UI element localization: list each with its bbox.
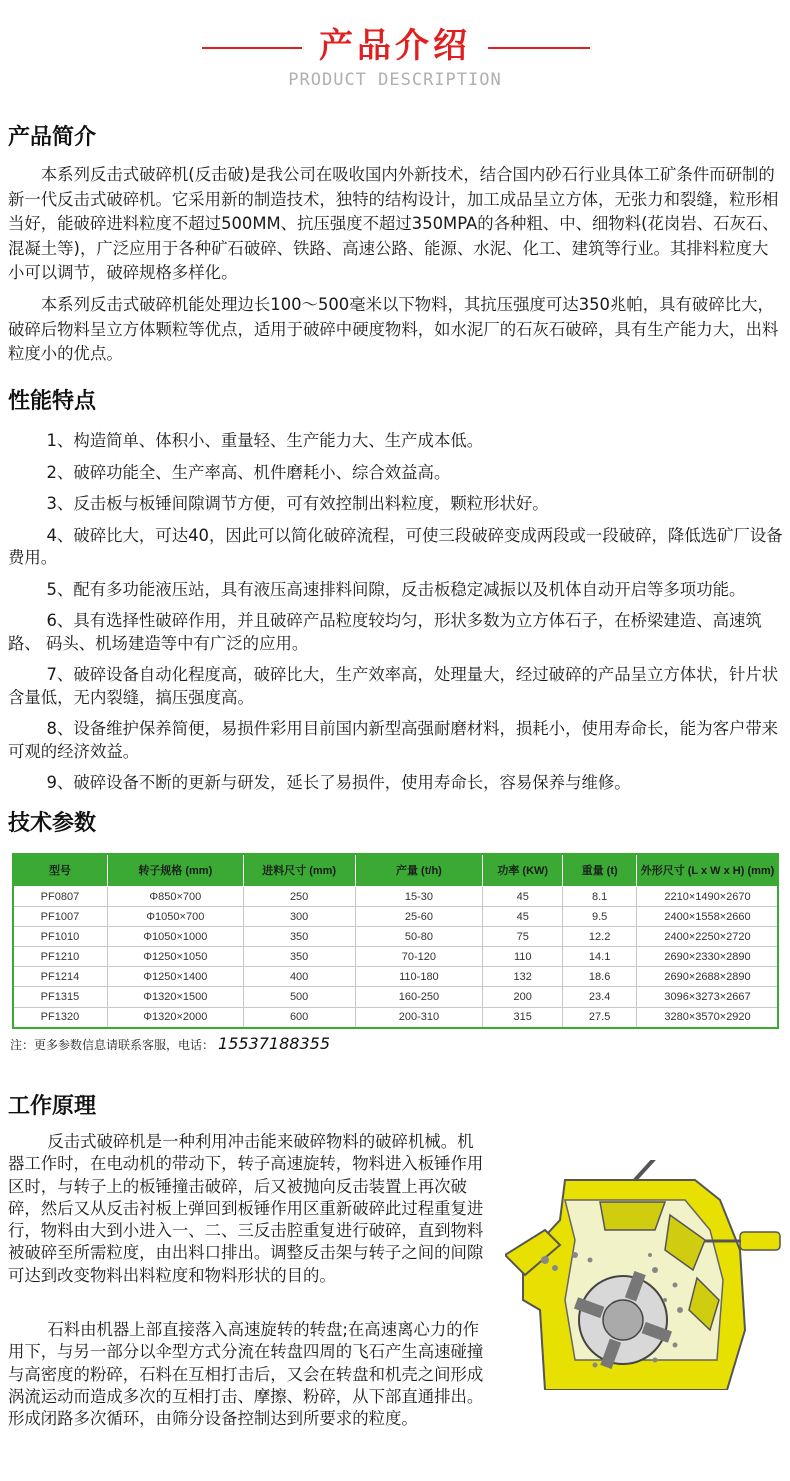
feature-item: 5、配有多功能液压站，具有液压高速排料间隙，反击板稳定减振以及机体自动开启等多项功能。 (46, 579, 746, 599)
table-row (13, 1007, 779, 1027)
page-title: 产品介绍 (319, 26, 471, 66)
section-header (0, 0, 790, 100)
table-row (13, 907, 779, 927)
cell-model: PF1214 (13, 967, 108, 987)
cell-feed-size: 350 (243, 947, 355, 967)
cell-capacity: 200-310 (355, 1007, 483, 1027)
cell-feed-size: 350 (243, 927, 355, 947)
cell-dimensions: 2690×2688×2890 (637, 967, 779, 987)
cell-dimensions: 2210×1490×2670 (637, 887, 779, 907)
cell-weight: 8.1 (563, 887, 637, 907)
cell-weight: 18.6 (563, 967, 637, 987)
cell-feed-size: 600 (243, 1007, 355, 1027)
intro-paragraph-2: 本系列反击式破碎机能处理边长100～500毫米以下物料，其抗压强度可达350兆帕，具有破碎比大，破碎后物料呈立方体颗粒等优点，适用于破碎中硬度物料，如水泥厂的石灰石破碎，具有生产能力大，出料粒度小的优点。 (8, 295, 779, 364)
cell-dimensions: 2400×1558×2660 (637, 907, 779, 927)
cell-weight: 9.5 (563, 907, 637, 927)
table-header-row (13, 854, 779, 887)
cell-power: 45 (483, 907, 563, 927)
cell-dimensions: 3096×3273×2667 (637, 987, 779, 1007)
cell-power: 200 (483, 987, 563, 1007)
col-header-feed-size: 进料尺寸 (mm) (243, 854, 355, 887)
col-header-rotor: 转子规格 (mm) (107, 854, 243, 887)
feature-item: 8、设备维护保养简便，易损件彩用目前国内新型高强耐磨材料，损耗小，使用寿命长，能为客户带来可观的经济效益。 (8, 719, 779, 761)
col-header-power: 功率 (KW) (483, 854, 563, 887)
table-row (13, 967, 779, 987)
table-row (13, 887, 779, 907)
cell-capacity: 50-80 (355, 927, 483, 947)
features-list (8, 430, 784, 804)
contact-note-text: 注：更多参数信息请联系客服，电话： (10, 1038, 215, 1052)
feature-item: 9、破碎设备不断的更新与研发，延长了易损件，使用寿命长，容易保养与维修。 (46, 773, 631, 792)
cell-rotor: Φ1320×2000 (107, 1007, 243, 1027)
cell-capacity: 15-30 (355, 887, 483, 907)
cell-feed-size: 250 (243, 887, 355, 907)
cell-weight: 23.4 (563, 987, 637, 1007)
cell-power: 315 (483, 1007, 563, 1027)
table-row (13, 927, 779, 947)
cell-feed-size: 500 (243, 987, 355, 1007)
intro-paragraph-1: 本系列反击式破碎机(反击破)是我公司在吸收国内外新技术，结合国内砂石行业具体工矿条件而研制的新一代反击式破碎机。它采用新的制造技术，独特的结构设计，加工成品呈立方体，无张力和裂缝，粒形相当好，能破碎进料粒度不超过500MM、抗压强度不超过350MPA的各种粗、中、细物料(花岗岩、石灰石、混凝土等)，广泛应用于各种矿石破碎、铁路、高速公路、能源、水泥、化工、建筑等行业。其排料粒度大小可以调节，破碎规格多样化。 (8, 165, 779, 283)
feature-item: 2、破碎功能全、生产率高、机件磨耗小、综合效益高。 (46, 462, 451, 482)
cell-power: 75 (483, 927, 563, 947)
cell-rotor: Φ850×700 (107, 887, 243, 907)
features-heading: 性能特点 (8, 389, 97, 414)
table-row (13, 947, 779, 967)
feature-item: 6、具有选择性破碎作用，并且破碎产品粒度较均匀，形状多数为立方体石子，在桥梁建造、高速筑路、 码头、机场建造等中有广泛的应用。 (8, 611, 762, 653)
col-header-capacity: 产量 (t/h) (355, 854, 483, 887)
cell-model: PF1315 (13, 987, 108, 1007)
feature-item: 7、破碎设备自动化程度高，破碎比大，生产效率高，处理量大，经过破碎的产品呈立方体状，针片状含量低，无内裂缝，搞压强度高。 (8, 665, 779, 707)
header-divider-right (488, 47, 590, 49)
cell-weight: 14.1 (563, 947, 637, 967)
cell-dimensions: 3280×3570×2920 (637, 1007, 779, 1027)
cell-model: PF1007 (13, 907, 108, 927)
cell-rotor: Φ1320×1500 (107, 987, 243, 1007)
cell-weight: 12.2 (563, 927, 637, 947)
cell-rotor: Φ1250×1400 (107, 967, 243, 987)
col-header-model: 型号 (13, 854, 108, 887)
principle-paragraph-2: 石料由机器上部直接落入高速旋转的转盘;在高速离心力的作用下，与另一部分以伞型方式分流在转盘四周的飞石产生高速碰撞与高密度的粉碎，石料在互相打击后，又会在转盘和机壳之间形成涡流运动而造成多次的互相打击、摩擦、粉碎，从下部直通排出。形成闭路多次循环，由筛分设备控制达到所要求的粒度。 (8, 1320, 484, 1429)
intro-heading: 产品简介 (8, 125, 97, 150)
feature-item: 1、构造简单、体积小、重量轻、生产能力大、生产成本低。 (46, 431, 484, 450)
cell-rotor: Φ1050×700 (107, 907, 243, 927)
feature-item: 3、反击板与板锤间隙调节方便，可有效控制出料粒度，颗粒形状好。 (46, 494, 549, 513)
feature-item: 4、破碎比大，可达40，因此可以简化破碎流程，可使三段破碎变成两段或一段破碎，降低选矿厂设备费用。 (8, 525, 783, 567)
page-subtitle: PRODUCT DESCRIPTION (288, 70, 502, 90)
contact-phone[interactable]: 15537188355 (218, 1034, 330, 1053)
cell-rotor: Φ1250×1050 (107, 947, 243, 967)
cell-power: 45 (483, 887, 563, 907)
col-header-weight: 重量 (t) (563, 854, 637, 887)
cell-power: 132 (483, 967, 563, 987)
cell-model: PF0807 (13, 887, 108, 907)
cell-model: PF1010 (13, 927, 108, 947)
cell-model: PF1320 (13, 1007, 108, 1027)
cell-power: 110 (483, 947, 563, 967)
table-row (13, 987, 779, 1007)
cell-feed-size: 400 (243, 967, 355, 987)
cell-dimensions: 2690×2330×2890 (637, 947, 779, 967)
cell-weight: 27.5 (563, 1007, 637, 1027)
col-header-dimensions: 外形尺寸 (L x W x H) (mm) (637, 854, 779, 887)
specs-heading: 技术参数 (8, 811, 97, 836)
cell-dimensions: 2400×2250×2720 (637, 927, 779, 947)
principle-heading: 工作原理 (8, 1094, 97, 1119)
impact-crusher-illustration (505, 1160, 783, 1390)
contact-note (10, 1034, 330, 1055)
cell-model: PF1210 (13, 947, 108, 967)
cell-feed-size: 300 (243, 907, 355, 927)
cell-capacity: 160-250 (355, 987, 483, 1007)
specs-table (12, 853, 779, 1028)
cell-rotor: Φ1050×1000 (107, 927, 243, 947)
cell-capacity: 25-60 (355, 907, 483, 927)
cell-capacity: 110-180 (355, 967, 483, 987)
principle-paragraph-1: 反击式破碎机是一种利用冲击能来破碎物料的破碎机械。机器工作时，在电动机的带动下，转子高速旋转，物料进入板锤作用区时，与转子上的板锤撞击破碎，后又被抛向反击装置上再次破碎，然后又从反击衬板上弹回到板锤作用区重新破碎此过程重复进行，物料由大到小进入一、二、三反击腔重复进行破碎，直到物料被破碎至所需粒度，由出料口排出。调整反击架与转子之间的间隙可达到改变物料出料粒度和物料形状的目的。 (8, 1132, 484, 1285)
cell-capacity: 70-120 (355, 947, 483, 967)
